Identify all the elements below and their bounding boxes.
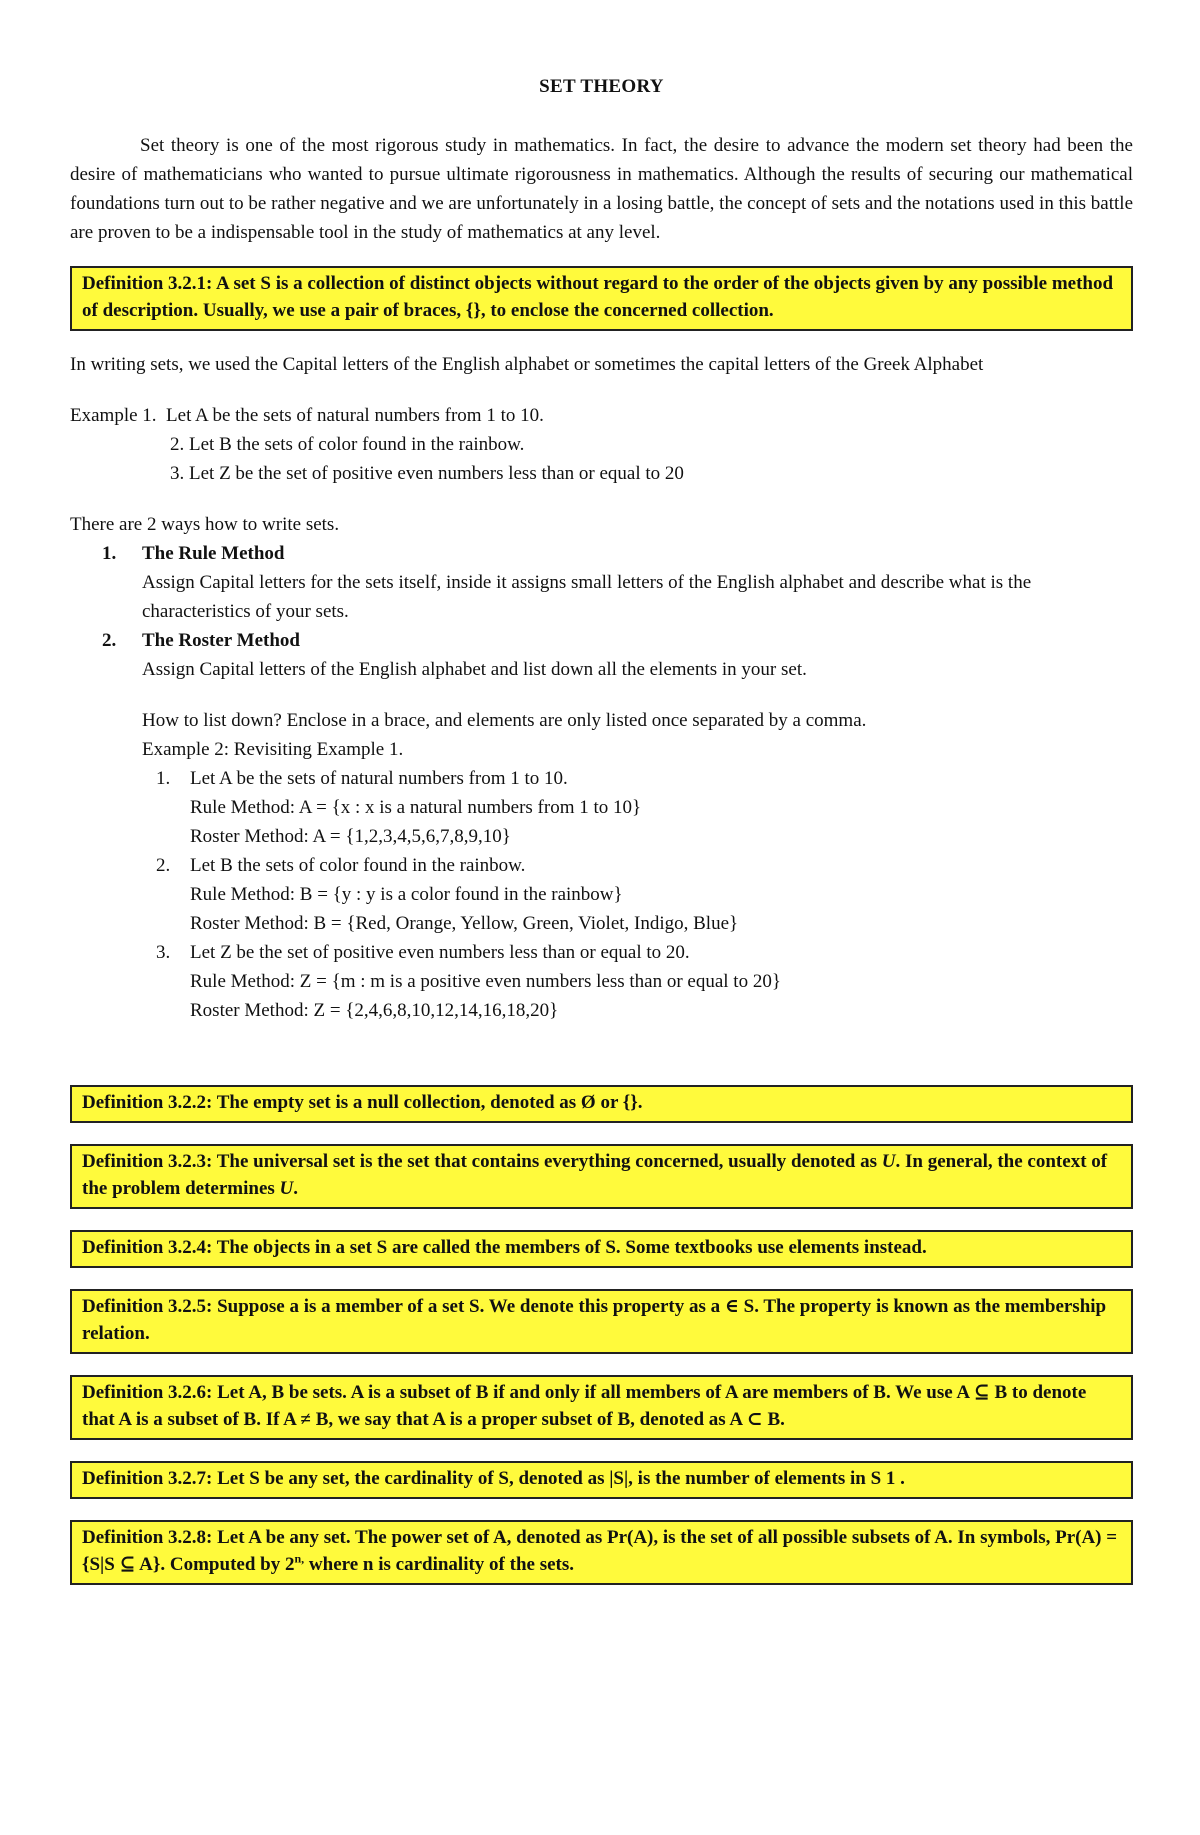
how-to-list-paragraph: How to list down? Enclose in a brace, and elements are only listed once separated by a comma. [142,710,867,731]
example-2-item-text: Let B the sets of color found in the rainbow. [190,855,526,876]
definition-3-2-3-part-3: . [293,1178,299,1199]
example-1-item-2: 2. Let B the sets of color found in the rainbow. [170,434,525,455]
ways-intro: There are 2 ways how to write sets. [70,514,340,535]
page-title: SET THEORY [539,76,664,97]
example-2-item-number: 2. [156,855,171,876]
roster-method-line: Roster Method: B = {Red, Orange, Yellow, Green, Violet, Indigo, Blue} [190,913,739,934]
example-1-item-3: 3. Let Z be the set of positive even numbers less than or equal to 20 [170,463,684,484]
example-1-label: Example 1. [70,405,157,426]
definition-3-2-3-part-1: Definition 3.2.3: The universal set is the set that contains everything concerned, usually denoted as [82,1151,882,1172]
intro-paragraph: Set theory is one of the most rigorous study in mathematics. In fact, the desire to advance the modern set theory had been the desire of mathematicians who wanted to pursue ultimate rigorousness in mathematics. Although the results of securing our mathematical foundations turn out to be rather negative and we are unfortunately in a losing battle, the concept of sets and the notations used in this battle are proven to be a indispensable tool in the study of mathematics at any level. [70,135,1133,243]
method-name: The Rule Method [142,543,285,564]
definition-3-2-6-box: Definition 3.2.6: Let A, B be sets. A is a subset of B if and only if all members of A are members of B. We use A ⊆ B to denote that A is a subset of B. If A ≠ B, we say that A is a proper subset of B, denoted as A ⊂ B. [70,1375,1133,1440]
method-description: Assign Capital letters of the English alphabet and list down all the elements in your set. [142,659,807,680]
rule-method-line: Rule Method: Z = {m : m is a positive even numbers less than or equal to 20} [190,971,781,992]
methods-list [70,539,1133,684]
roster-method-line: Roster Method: A = {1,2,3,4,5,6,7,8,9,10} [190,826,511,847]
definition-3-2-2-box: Definition 3.2.2: The empty set is a null collection, denoted as Ø or {}. [70,1085,1133,1123]
example-2-item [70,764,1133,851]
example-2-label: Example 2: Revisiting Example 1. [142,739,404,760]
roster-method-line: Roster Method: Z = {2,4,6,8,10,12,14,16,18,20} [190,1000,559,1021]
method-name: The Roster Method [142,630,300,651]
example-2-item [70,851,1133,938]
power-exponent: n, [294,1551,305,1566]
definition-3-2-3-box [70,1144,1133,1209]
example-1-line-1 [70,401,1133,430]
definition-3-2-4-box: Definition 3.2.4: The objects in a set S are called the members of S. Some textbooks use elements instead. [70,1230,1133,1268]
universal-set-symbol: U [279,1178,294,1199]
example-2-item-text: Let Z be the set of positive even numbers less than or equal to 20. [190,942,690,963]
method-item-rule [70,539,1133,626]
method-item-roster [70,626,1133,684]
definition-3-2-1-box: Definition 3.2.1: A set S is a collection of distinct objects without regard to the order of the objects given by any possible method of description. Usually, we use a pair of braces, {}, to enclose the concerned collection. [70,266,1133,331]
document-page [70,72,1133,1585]
definition-3-2-8-part-1: Definition 3.2.8: Let A be any set. The power set of A, denoted as Pr(A), is the set of all possible subsets of A. In symbols, Pr(A) = {S|S ⊆ A}. Computed by 2 [82,1527,1118,1575]
definition-3-2-3-part-2: . In general, the context of the problem determines [82,1151,1108,1199]
example-2-item-text: Let A be the sets of natural numbers from 1 to 10. [190,768,568,789]
universal-set-symbol: U [881,1151,896,1172]
example-2-item-number: 3. [156,942,171,963]
definition-3-2-7-box: Definition 3.2.7: Let S be any set, the cardinality of S, denoted as |S|, is the number of elements in S 1 . [70,1461,1133,1499]
example-2-item-number: 1. [156,768,171,789]
example-2-list [70,764,1133,1025]
definition-3-2-8-part-2: where n is cardinality of the sets. [304,1554,575,1575]
example-2-item [70,938,1133,1025]
method-description: Assign Capital letters for the sets itself, inside it assigns small letters of the English alphabet and describe what is the characteristics of your sets. [142,572,1032,622]
example-1-item-1: Let A be the sets of natural numbers from 1 to 10. [166,405,544,426]
method-number: 2. [102,630,117,651]
definition-3-2-5-box: Definition 3.2.5: Suppose a is a member of a set S. We denote this property as a ∈ S. The property is known as the membership relation. [70,1289,1133,1354]
method-number: 1. [102,543,117,564]
writing-sets-paragraph: In writing sets, we used the Capital letters of the English alphabet or sometimes the capital letters of the Greek Alphabet [70,354,984,375]
definition-3-2-8-box [70,1520,1133,1585]
rule-method-line: Rule Method: B = {y : y is a color found in the rainbow} [190,884,623,905]
rule-method-line: Rule Method: A = {x : x is a natural numbers from 1 to 10} [190,797,642,818]
